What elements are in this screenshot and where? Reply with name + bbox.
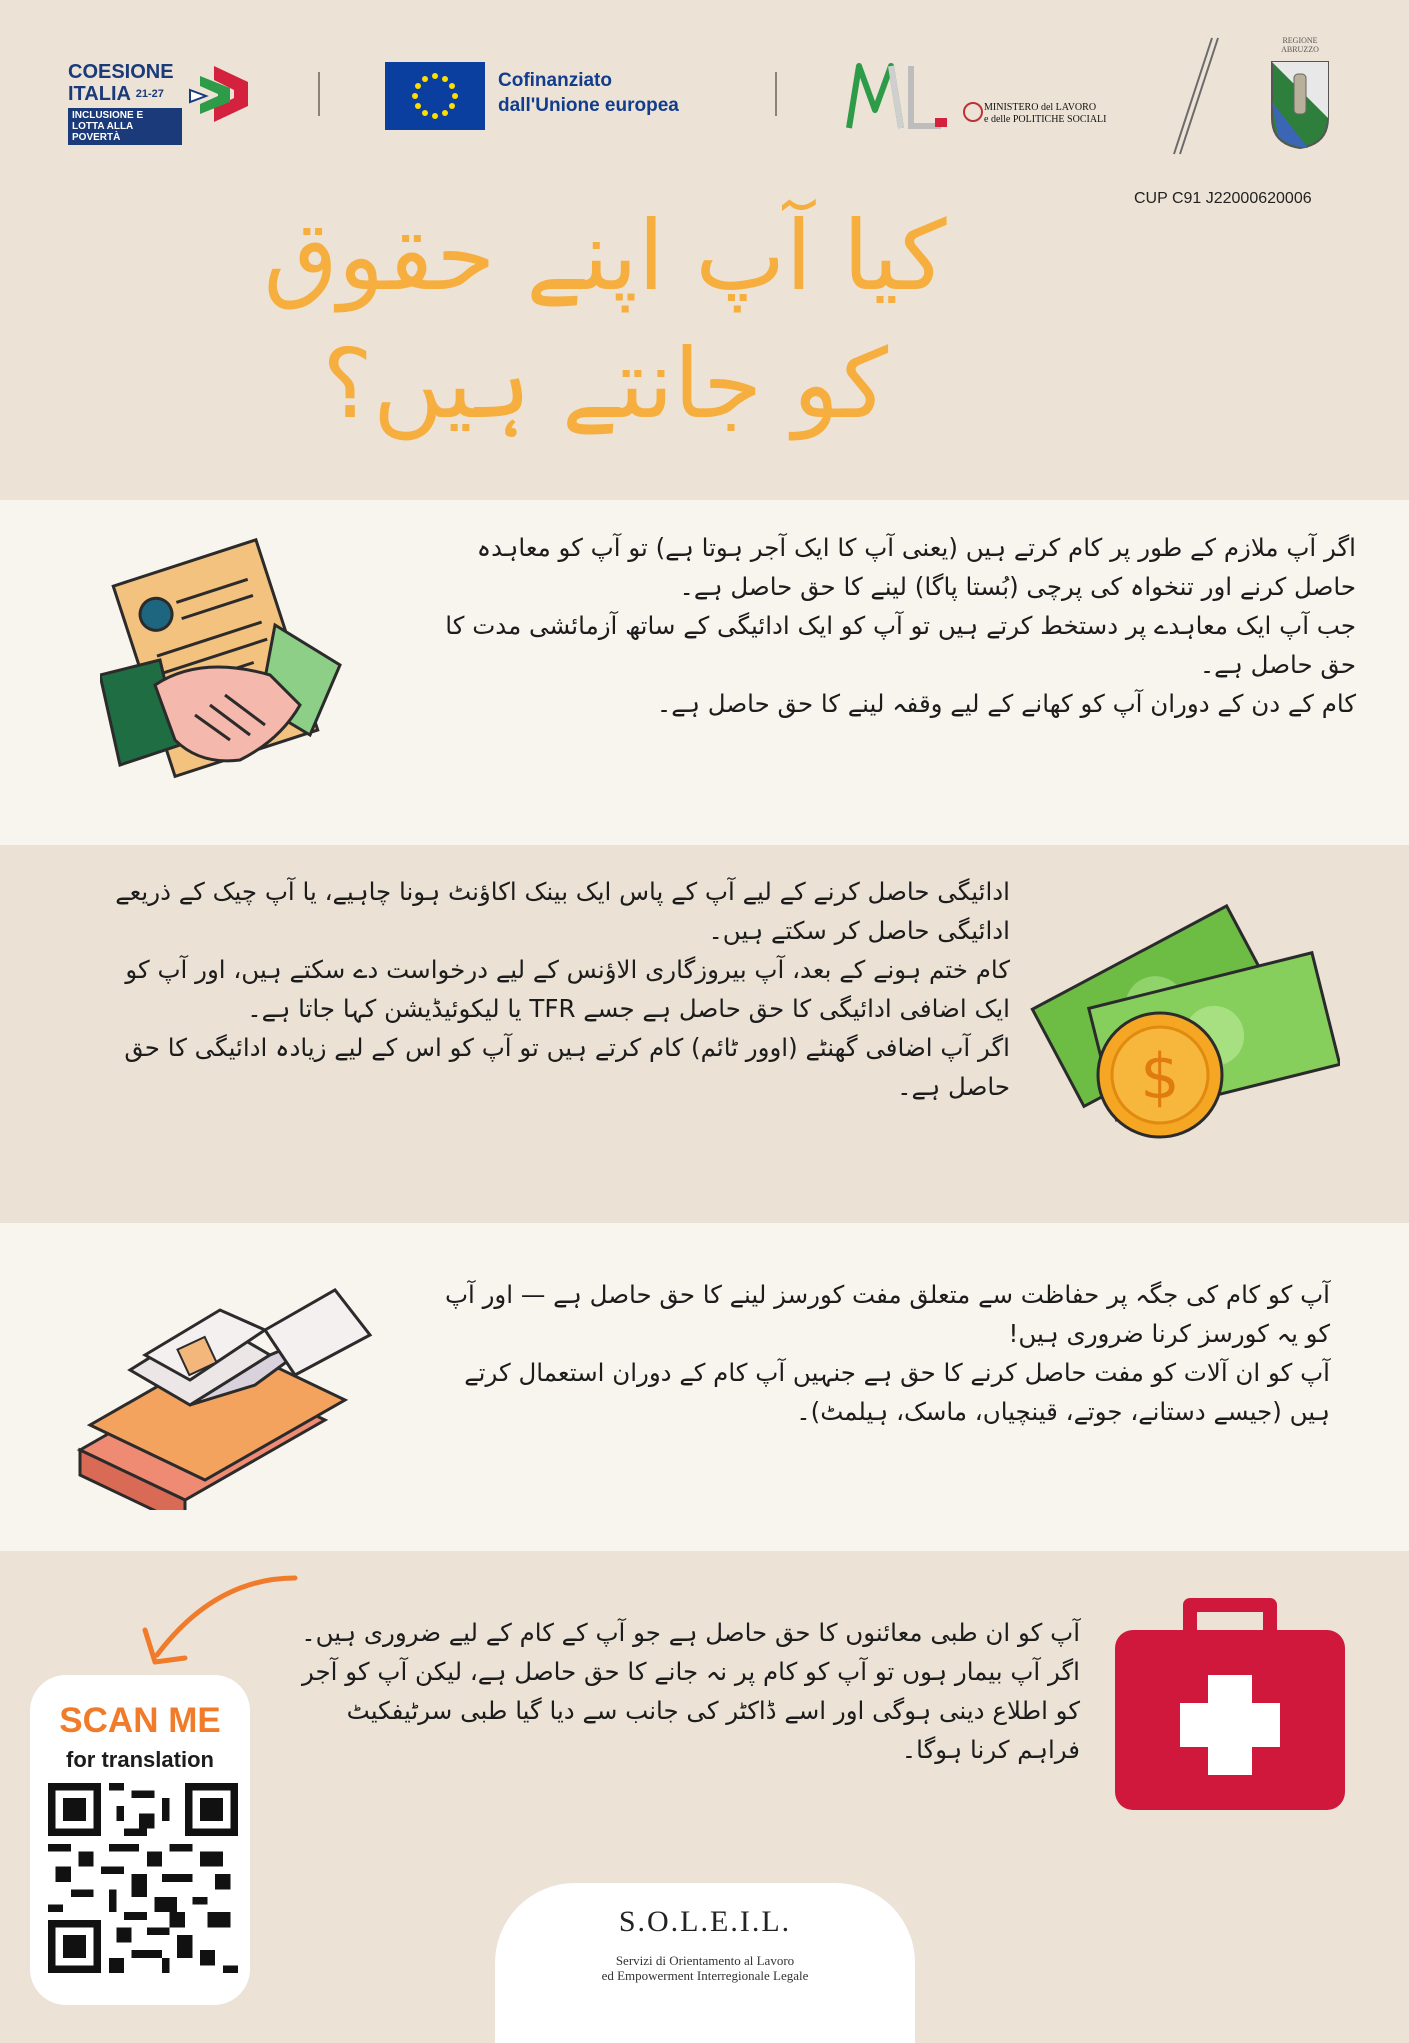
regione-line-2: ABRUZZO: [1281, 45, 1319, 54]
coesione-subtitle: INCLUSIONE E LOTTA ALLA POVERTÀ: [68, 108, 182, 145]
regione-line-1: REGIONE: [1282, 36, 1318, 45]
page-title: [80, 192, 1130, 448]
ministero-line-1: MINISTERO del LAVORO: [984, 102, 1097, 113]
eu-line-1: Cofinanziato: [498, 70, 612, 91]
soleil-badge: [495, 1883, 915, 2043]
section-1-paragraph: اگر آپ ملازم کے طور پر کام کرتے ہیں (یعنی آپ کا ایک آجر ہوتا ہے) تو آپ کو معاہدہ حاصل کرنے اور تنخواہ کی پرچی (بُستا پاگا) لینے کا حق حاصل ہے۔: [476, 533, 1356, 601]
coesione-title-2: ITALIA: [68, 83, 131, 105]
section-3-text: [440, 1275, 1330, 1431]
soleil-name: S.O.L.E.I.L.: [618, 1905, 792, 1938]
section-1-paragraph: کام کے دن کے دوران آپ کو کھانے کے لیے وقفہ لینے کا حق حاصل ہے۔: [656, 689, 1356, 718]
first-aid-kit-icon: [1110, 1590, 1350, 1820]
books-icon: [70, 1260, 400, 1510]
section-4-paragraph: آپ کو ان طبی معائنوں کا حق حاصل ہے جو آپ کے کام کے لیے ضروری ہیں۔: [301, 1618, 1080, 1647]
eu-flag-icon: [385, 62, 485, 130]
emblem-icon: [963, 102, 983, 122]
scan-me-subtitle: for translation: [66, 1747, 214, 1772]
slash-divider: [1170, 36, 1220, 156]
contract-handshake-icon: [100, 535, 350, 795]
title-line-2: کو جانتے ہیں؟: [321, 328, 889, 440]
regione-abruzzo-crest-icon: [1268, 58, 1332, 150]
section-3-paragraph: آپ کو کام کی جگہ پر حفاظت سے متعلق مفت کورسز لینے کا حق حاصل ہے — اور آپ کو یہ کورسز کرنا ضروری ہیں!: [444, 1280, 1330, 1348]
section-4-paragraph: اگر آپ بیمار ہوں تو آپ کو کام پر نہ جانے کا حق حاصل ہے، لیکن آپ کو آجر کو اطلاع دینی ہوگی اور اسے ڈاکٹر کی جانب سے دیا گیا طبی سرٹیفکیٹ فراہم کرنا ہوگا۔: [302, 1657, 1080, 1764]
scan-me-card: [30, 1675, 250, 2005]
section-2-paragraph: کام ختم ہونے کے بعد، آپ بیروزگاری الاؤنس کے لیے درخواست دے سکتے ہیں، اور آپ کو ایک اضافی ادائیگی کا حق حاصل ہے جسے TFR یا لیکوئیڈیشن کہا جاتا ہے۔: [125, 955, 1010, 1023]
soleil-line-1: Servizi di Orientamento al Lavoro: [615, 1953, 795, 1968]
section-2-paragraph: اگر آپ اضافی گھنٹے (اوور ٹائم) کام کرتے ہیں تو آپ کو اس کے لیے زیادہ ادائیگی کا حق حاصل ہے۔: [124, 1033, 1010, 1101]
eu-caption: [498, 68, 679, 118]
coesione-italia-logo: [68, 62, 182, 145]
coesione-years: 21-27: [135, 88, 164, 100]
coesione-title-1: COESIONE: [68, 61, 174, 83]
section-1-text: [440, 528, 1356, 723]
svg-text:$: $: [1140, 1040, 1180, 1113]
eu-line-2: dall'Unione europea: [498, 95, 679, 116]
regione-caption: [1262, 36, 1338, 54]
logo-divider: [318, 72, 320, 116]
section-2-text: [110, 872, 1010, 1106]
section-2-paragraph: ادائیگی حاصل کرنے کے لیے آپ کے پاس ایک بینک اکاؤنٹ ہونا چاہیے، یا آپ چیک کے ذریعے ادائیگی حاصل کر سکتے ہیں۔: [115, 877, 1010, 945]
logo-row: [0, 36, 1409, 150]
section-3-paragraph: آپ کو ان آلات کو مفت حاصل کرنے کا حق ہے جنہیں آپ کام کے دوران استعمال کرتے ہیں (جیسے دستانے، جوتے، قینچیاں، ماسک، ہیلمٹ)۔: [464, 1358, 1330, 1426]
ministero-caption: [984, 102, 1106, 126]
logo-divider: [775, 72, 777, 116]
arrow-icon: [135, 1570, 305, 1680]
coesione-arrow-icon: [186, 60, 256, 126]
ministero-logo-icon: [845, 60, 953, 130]
title-line-1: کیا آپ اپنے حقوق: [263, 200, 947, 312]
soleil-line-2: ed Empowerment Interregionale Legale: [601, 1968, 809, 1983]
section-4-text: [300, 1613, 1080, 1769]
soleil-caption: [495, 1953, 915, 1983]
money-coin-icon: [1030, 900, 1340, 1150]
scan-me-title: SCAN ME: [59, 1701, 221, 1740]
section-1-paragraph: جب آپ ایک معاہدے پر دستخط کرتے ہیں تو آپ کو ایک ادائیگی کے ساتھ آزمائشی مدت کا حق حاصل ہے۔: [445, 611, 1356, 679]
qr-code[interactable]: [48, 1783, 238, 1973]
cup-code: CUP C91 J22000620006: [1134, 190, 1312, 207]
ministero-line-2: e delle POLITICHE SOCIALI: [984, 114, 1107, 125]
